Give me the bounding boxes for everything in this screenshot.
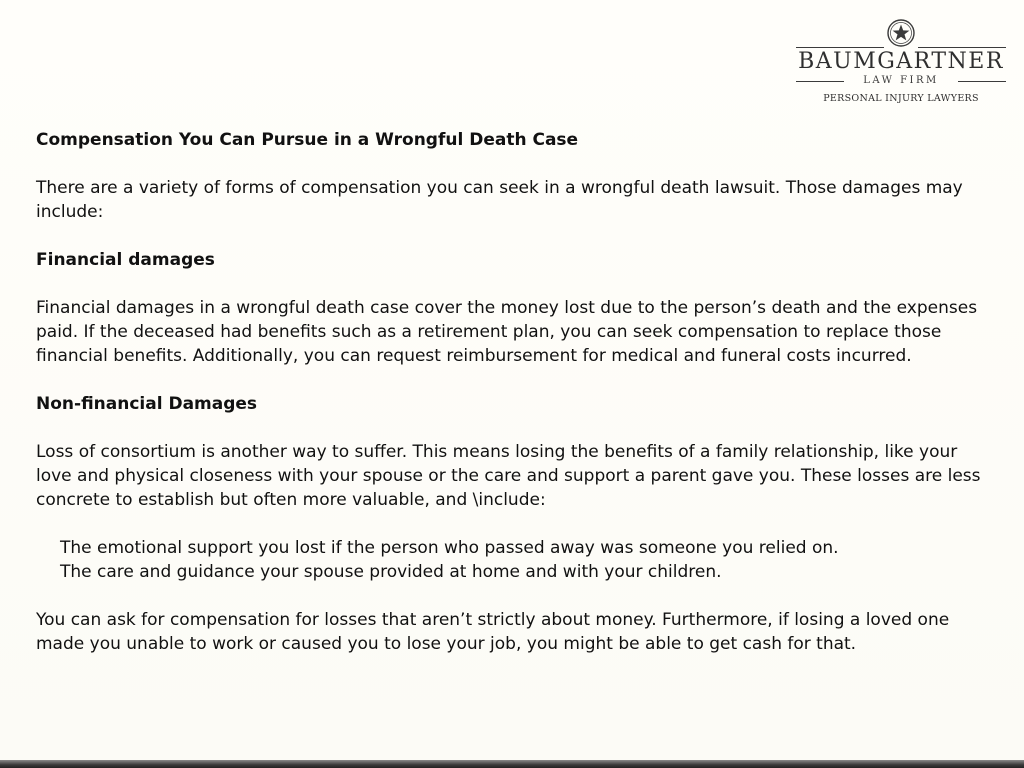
firm-logo bbox=[790, 16, 1012, 108]
section-heading-financial: Financial damages bbox=[36, 250, 215, 270]
intro-paragraph: There are a variety of forms of compensation you can seek in a wrongful death lawsuit. Those damages may include: bbox=[36, 178, 963, 222]
document-title: Compensation You Can Pursue in a Wrongful Death Case bbox=[36, 130, 579, 150]
spacer bbox=[36, 152, 996, 176]
logo-subtitle-rule-left bbox=[796, 81, 844, 82]
document-body bbox=[36, 128, 996, 656]
spacer bbox=[36, 512, 996, 536]
closing-paragraph: You can ask for compensation for losses that aren’t strictly about money. Furthermore, if losing a loved one made you unable to work or caused you to lose your job, you might be able to get cash for that. bbox=[36, 610, 950, 654]
list-item: The emotional support you lost if the person who passed away was someone you relied on. bbox=[60, 538, 839, 558]
section-body-financial: Financial damages in a wrongful death case cover the money lost due to the person’s death and the expenses paid. If the deceased had benefits such as a retirement plan, you can seek compensation to replace those financial benefits. Additionally, you can request reimbursement for medical and funeral costs incurred. bbox=[36, 298, 978, 366]
spacer bbox=[36, 272, 996, 296]
spacer bbox=[36, 416, 996, 440]
spacer bbox=[36, 584, 996, 608]
logo-subtitle: LAW FIRM bbox=[863, 75, 939, 86]
bottom-border bbox=[0, 760, 1024, 768]
logo-rule-right bbox=[918, 47, 1006, 48]
logo-subtitle-rule-right bbox=[958, 81, 1006, 82]
section-body-non-financial: Loss of consortium is another way to suffer. This means losing the benefits of a family relationship, like your love and physical closeness with your spouse or the care and support a parent gave you. These losses are less concrete to establish but often more valuable, and \include: bbox=[36, 442, 981, 510]
star-seal-icon bbox=[886, 18, 916, 48]
logo-firm-name: BAUMGARTNER bbox=[798, 49, 1004, 74]
spacer bbox=[36, 368, 996, 392]
logo-subtitle-row bbox=[790, 74, 1012, 88]
logo-rule-left bbox=[796, 47, 884, 48]
list-item: The care and guidance your spouse provided at home and with your children. bbox=[60, 562, 722, 582]
damages-list bbox=[36, 536, 996, 584]
spacer bbox=[36, 224, 996, 248]
section-heading-non-financial: Non-financial Damages bbox=[36, 394, 258, 414]
logo-tagline: PERSONAL INJURY LAWYERS bbox=[823, 93, 979, 104]
